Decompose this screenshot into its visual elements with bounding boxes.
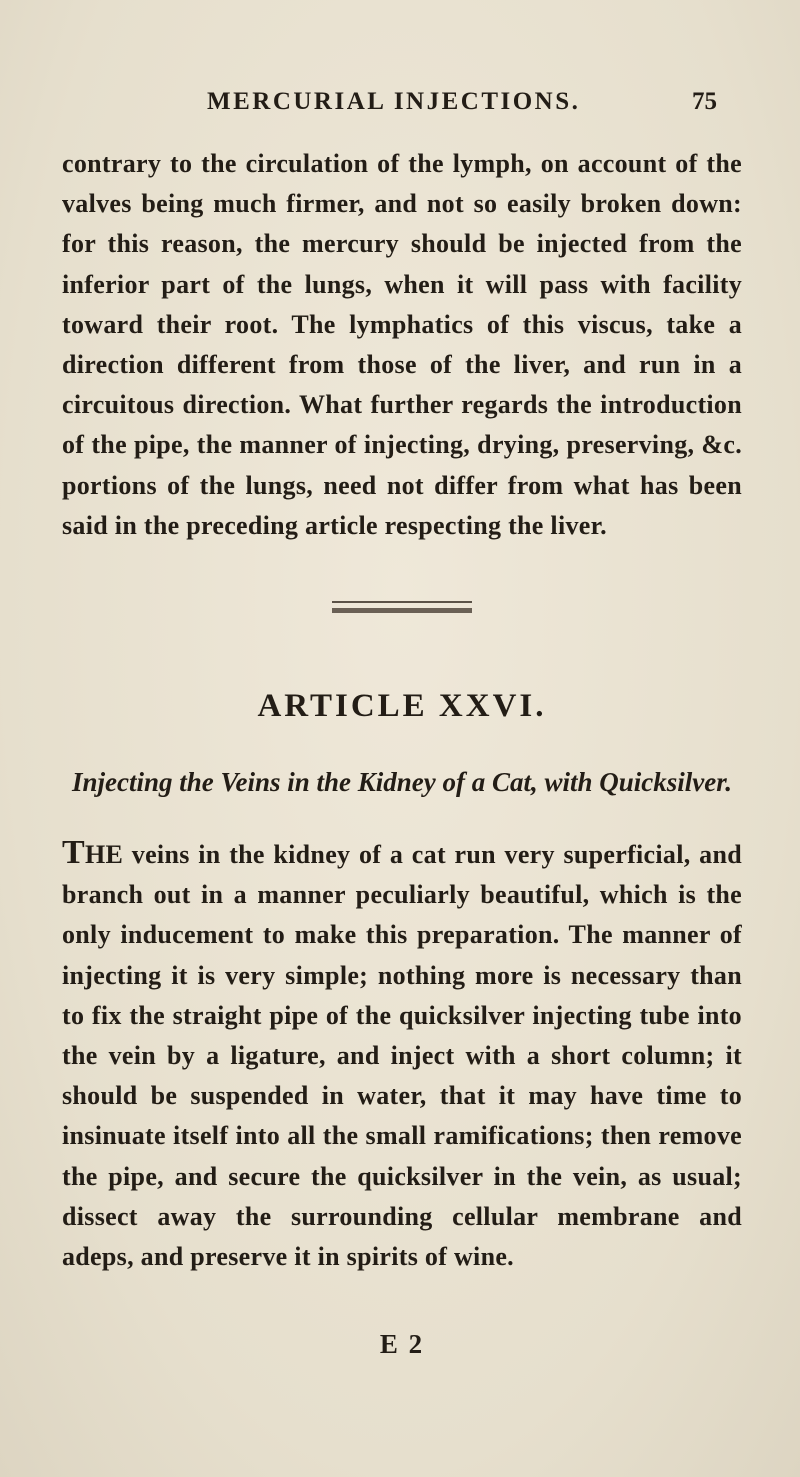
article-subtitle: Injecting the Veins in the Kidney of a Cat, with Quicksilver. (71, 767, 733, 798)
paragraph-lungs: contrary to the circulation of the lymph, on account of the valves being much firmer, and not so easily broken down: for this reason, the mercury should be injected from the inferior part of the lungs, when it will pass with facility toward their root. The lymphatics of this viscus, take a direction different from those of the liver, and run in a circuitous direction. What further regards the introduction of the pipe, the manner of injecting, drying, preserving, &c. portions of the lungs, need not differ from what has been said in the preceding article respecting the liver. (62, 149, 742, 540)
signature-mark: E 2 (379, 1329, 425, 1360)
dropcap-letter: T (62, 834, 85, 872)
article-body-text: veins in the kidney of a cat run very superficial, and branch out in a manner peculiarly beautiful, which is the only inducement to make this preparation. The manner of injecting it is very simple; nothing more is necessary than to fix the straight pipe of the quicksilver injecting tube into the vein by a ligature, and inject with a short column; it should be suspended in water, that it may have time to insinuate itself into all the small ramifications; then remove the pipe, and secure the quicksilver in the vein, as usual; dissect away the surrounding cellular membrane and adeps, and preserve it in spirits of wine. (62, 840, 742, 1272)
page-number: 75 (692, 88, 717, 115)
divider-thin-rule (332, 601, 472, 603)
divider-thick-rule (332, 608, 472, 613)
first-word-rest: HE (84, 840, 124, 870)
section-divider (332, 601, 472, 613)
running-title: MERCURIAL INJECTIONS. (207, 88, 581, 115)
article-heading: ARTICLE XXVI. (257, 688, 547, 725)
paragraph-kidney (62, 835, 742, 1277)
running-head (62, 0, 742, 130)
